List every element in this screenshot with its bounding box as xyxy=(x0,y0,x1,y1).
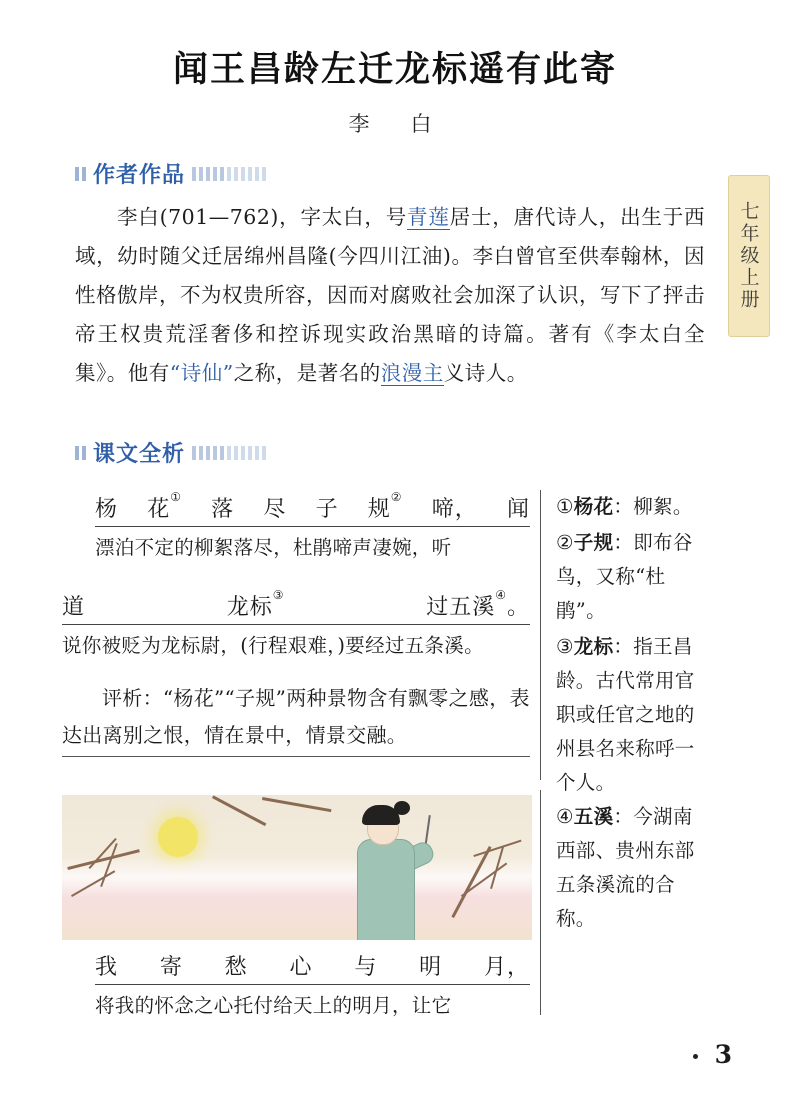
footnotes-column xyxy=(556,490,706,802)
section-label-2: 课文全析 xyxy=(93,441,186,467)
footnote-number-4: ④ xyxy=(556,805,574,828)
poem-line-1-translation: 漂泊不定的柳絮落尽，杜鹃啼声凄婉，听 xyxy=(95,536,452,559)
poem-line-1 xyxy=(95,489,530,527)
bio-text-part-2: 居士，唐代诗人，出生于西域，幼时随父迁居绵州昌隆(今四川江油)。李白曾官至供奉翰林，因性格傲岸，不为权贵所容，因而对腐败社会加深了认识，写下了抨击帝王权贵荒淫奢侈和控诉现实政治黑暗的诗篇。著有《李太白全集》。他有 xyxy=(75,205,706,385)
grade-side-tab: 七年级上册 xyxy=(728,175,770,337)
poem-line-3 xyxy=(95,950,530,985)
section-heading-text-analysis xyxy=(75,437,266,468)
footnote-term-1: 杨花 xyxy=(573,495,614,518)
footnote-marker-1: ① xyxy=(170,489,182,504)
footnote-item-3 xyxy=(556,630,706,800)
poem-line-3-char-1: 我 xyxy=(95,955,119,980)
bio-text-part-3: 之称，是著名的 xyxy=(233,361,381,385)
footnotes-column-lower xyxy=(556,800,706,938)
footnote-item-2 xyxy=(556,526,706,628)
column-divider-lower xyxy=(540,790,541,1015)
page-number-dot xyxy=(693,1054,698,1059)
footnote-sep-4: ： xyxy=(613,805,634,828)
branch-top-right xyxy=(262,797,331,812)
illustration-figure xyxy=(62,795,532,940)
poem-char-8: 闻 xyxy=(506,497,530,522)
poem-line-3-char-3: 愁 xyxy=(224,955,248,980)
footnote-marker-3: ③ xyxy=(272,587,285,602)
poem-line-3-translation: 将我的怀念之心托付给天上的明月，让它 xyxy=(95,994,452,1017)
footnote-marker-2: ② xyxy=(390,489,403,504)
figure-hair-bun xyxy=(394,801,410,815)
mist-band xyxy=(62,857,532,897)
sun-icon xyxy=(158,817,198,857)
poem-line-3-char-6: 明 xyxy=(419,955,443,980)
poem-char-4: 尽 xyxy=(263,497,287,522)
figure-robe xyxy=(357,839,415,940)
poem-author: 李 白 xyxy=(348,112,442,136)
poem-line-2-left: 道 xyxy=(62,595,86,620)
poem-stanza-3 xyxy=(95,950,530,1023)
section-heading-author-works xyxy=(75,158,266,189)
poem-stanza-1 xyxy=(95,489,530,565)
bio-highlight-qinglian: 青莲 xyxy=(407,205,450,229)
poem-char-3: 落 xyxy=(211,497,235,522)
author-biography-paragraph xyxy=(75,198,705,393)
poem-char-5: 子 xyxy=(315,497,339,522)
poem-line-2-right: 过五溪④。 xyxy=(426,587,530,620)
branch-top-left xyxy=(212,795,266,826)
footnote-text-4: 今湖南西部、贵州东部五条溪流的合称。 xyxy=(556,805,695,930)
poem-char-1: 杨 xyxy=(95,497,119,522)
footnote-marker-4: ④ xyxy=(495,587,507,602)
footnote-term-3: 龙标 xyxy=(573,635,614,658)
poem-stanza-2 xyxy=(62,587,530,663)
footnote-sep-2: ： xyxy=(613,531,634,554)
footnote-term-4: 五溪 xyxy=(573,805,614,828)
branch-right-twig-3 xyxy=(473,840,521,857)
poem-line-3-char-4: 心 xyxy=(289,955,313,980)
poem-line-3-char-2: 寄 xyxy=(159,955,183,980)
page-number: 3 xyxy=(714,1040,732,1069)
poem-line-2-translation: 说你被贬为龙标尉，(行程艰难，)要经过五条溪。 xyxy=(62,634,484,657)
footnote-number-2: ② xyxy=(556,531,574,554)
footnote-number-3: ③ xyxy=(556,635,574,658)
poem-char-6: 规② xyxy=(367,489,403,522)
page-title: 闻王昌龄左迁龙标遥有此寄 xyxy=(172,49,617,90)
column-divider-upper xyxy=(540,490,541,780)
poem-line-3-char-5: 与 xyxy=(354,955,378,980)
footnote-term-2: 子规 xyxy=(573,531,614,554)
bio-highlight-shixian: “诗仙” xyxy=(169,361,234,385)
footnote-item-1 xyxy=(556,490,706,524)
footnote-number-1: ① xyxy=(556,495,574,518)
poem-line-2 xyxy=(62,587,530,625)
bio-text-part-1: 李白(701—762)，字太白，号 xyxy=(117,205,408,229)
footnote-text-2: 即布谷鸟，又称“杜鹃”。 xyxy=(556,531,693,622)
heading-bars-right-2 xyxy=(192,446,266,460)
bio-text-part-4: 义诗人。 xyxy=(443,361,528,385)
footnote-text-3: 指王昌龄。古代常用官职或任官之地的州县名来称呼一个人。 xyxy=(556,635,695,794)
poem-char-7: 啼， xyxy=(431,497,478,522)
footnote-item-4 xyxy=(556,800,706,936)
poem-commentary: 评析：“杨花”“子规”两种景物含有飘零之感，表达出离别之恨，情在景中，情景交融。 xyxy=(62,680,530,757)
poem-line-3-char-7: 月， xyxy=(483,955,530,980)
heading-bars-left xyxy=(75,167,86,181)
heading-bars-left-2 xyxy=(75,446,86,460)
footnote-sep-3: ： xyxy=(613,635,634,658)
bio-highlight-langmanzhu: 浪漫主 xyxy=(380,361,444,385)
poem-line-2-middle: 龙标③ xyxy=(226,587,285,620)
footnote-text-1: 柳絮。 xyxy=(633,495,693,518)
poem-char-2: 花① xyxy=(147,489,182,522)
heading-bars-right xyxy=(192,167,266,181)
footnote-sep-1: ： xyxy=(613,495,634,518)
section-label: 作者作品 xyxy=(93,162,186,188)
